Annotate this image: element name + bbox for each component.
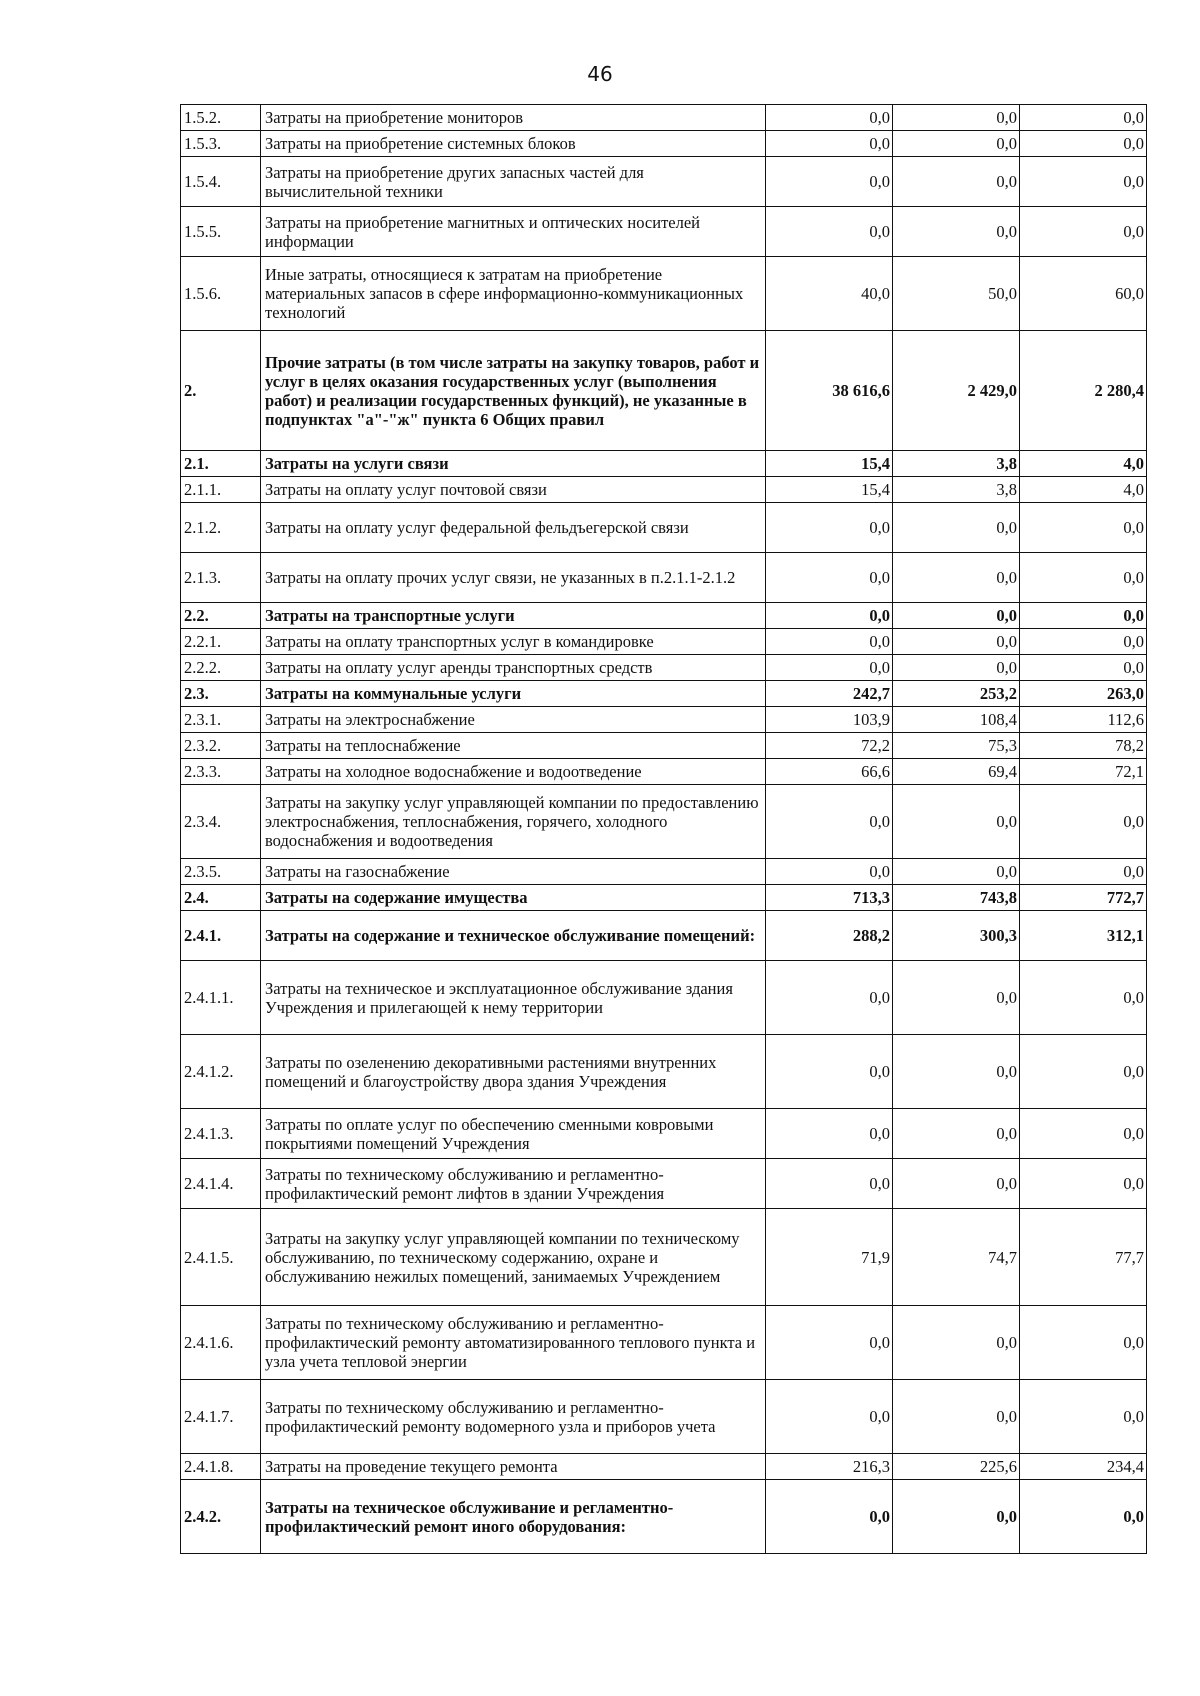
row-name: Затраты на приобретение системных блоков — [261, 131, 766, 157]
table-row — [181, 629, 1147, 655]
row-value-1: 0,0 — [766, 1109, 893, 1159]
row-value-3: 112,6 — [1020, 707, 1147, 733]
row-value-2: 0,0 — [893, 157, 1020, 207]
row-value-3: 263,0 — [1020, 681, 1147, 707]
row-value-3: 0,0 — [1020, 655, 1147, 681]
row-code: 2.4.1.2. — [181, 1035, 261, 1109]
row-value-3: 0,0 — [1020, 503, 1147, 553]
row-code: 2. — [181, 331, 261, 451]
table-row — [181, 1035, 1147, 1109]
row-code: 2.3.3. — [181, 759, 261, 785]
row-value-3: 0,0 — [1020, 785, 1147, 859]
row-value-3: 78,2 — [1020, 733, 1147, 759]
row-name: Затраты на транспортные услуги — [261, 603, 766, 629]
row-value-2: 0,0 — [893, 1480, 1020, 1554]
row-code: 2.3.1. — [181, 707, 261, 733]
row-name: Затраты на услуги связи — [261, 451, 766, 477]
row-value-3: 0,0 — [1020, 1480, 1147, 1554]
row-code: 2.4.1.1. — [181, 961, 261, 1035]
row-value-2: 0,0 — [893, 1109, 1020, 1159]
table-row — [181, 759, 1147, 785]
table-row — [181, 331, 1147, 451]
row-value-1: 216,3 — [766, 1454, 893, 1480]
row-value-1: 0,0 — [766, 1380, 893, 1454]
row-value-2: 2 429,0 — [893, 331, 1020, 451]
row-value-2: 0,0 — [893, 1035, 1020, 1109]
row-name: Затраты на теплоснабжение — [261, 733, 766, 759]
row-name: Затраты на оплату услуг почтовой связи — [261, 477, 766, 503]
row-value-1: 40,0 — [766, 257, 893, 331]
row-code: 2.2.1. — [181, 629, 261, 655]
row-value-2: 0,0 — [893, 1380, 1020, 1454]
row-value-2: 108,4 — [893, 707, 1020, 733]
table-row — [181, 1480, 1147, 1554]
table-row — [181, 785, 1147, 859]
row-code: 2.4.1.4. — [181, 1159, 261, 1209]
row-value-2: 3,8 — [893, 477, 1020, 503]
table-row — [181, 451, 1147, 477]
row-code: 2.3.4. — [181, 785, 261, 859]
row-value-1: 72,2 — [766, 733, 893, 759]
table-row — [181, 257, 1147, 331]
table-row — [181, 603, 1147, 629]
row-name: Иные затраты, относящиеся к затратам на приобретение материальных запасов в сфере информационно-коммуникационных технологий — [261, 257, 766, 331]
row-code: 2.3.5. — [181, 859, 261, 885]
row-value-1: 0,0 — [766, 207, 893, 257]
table-row — [181, 207, 1147, 257]
row-value-3: 72,1 — [1020, 759, 1147, 785]
row-value-1: 288,2 — [766, 911, 893, 961]
row-name: Затраты на техническое обслуживание и регламентно-профилактический ремонт иного оборудования: — [261, 1480, 766, 1554]
row-name: Затраты на электроснабжение — [261, 707, 766, 733]
row-value-1: 0,0 — [766, 1035, 893, 1109]
row-code: 2.4.1.8. — [181, 1454, 261, 1480]
row-value-1: 713,3 — [766, 885, 893, 911]
row-value-2: 300,3 — [893, 911, 1020, 961]
row-name: Затраты на оплату услуг федеральной фельдъегерской связи — [261, 503, 766, 553]
table-row — [181, 553, 1147, 603]
row-name: Затраты по техническому обслуживанию и регламентно-профилактический ремонт лифтов в здании Учреждения — [261, 1159, 766, 1209]
table-row — [181, 911, 1147, 961]
row-value-3: 0,0 — [1020, 629, 1147, 655]
row-value-1: 0,0 — [766, 859, 893, 885]
row-value-1: 38 616,6 — [766, 331, 893, 451]
row-code: 1.5.4. — [181, 157, 261, 207]
table-row — [181, 707, 1147, 733]
table-row — [181, 859, 1147, 885]
row-value-2: 0,0 — [893, 1159, 1020, 1209]
table-row — [181, 681, 1147, 707]
row-value-3: 0,0 — [1020, 859, 1147, 885]
row-value-2: 0,0 — [893, 131, 1020, 157]
row-value-3: 77,7 — [1020, 1209, 1147, 1306]
row-name: Затраты по оплате услуг по обеспечению сменными ковровыми покрытиями помещений Учреждения — [261, 1109, 766, 1159]
row-value-3: 772,7 — [1020, 885, 1147, 911]
row-name: Затраты на коммунальные услуги — [261, 681, 766, 707]
row-name: Затраты на закупку услуг управляющей компании по предоставлению электроснабжения, теплоснабжения, горячего, холодного водоснабжения и водоотведения — [261, 785, 766, 859]
row-name: Затраты на газоснабжение — [261, 859, 766, 885]
row-value-3: 2 280,4 — [1020, 331, 1147, 451]
row-name: Затраты на техническое и эксплуатационное обслуживание здания Учреждения и прилегающей к нему территории — [261, 961, 766, 1035]
row-name: Затраты на приобретение мониторов — [261, 105, 766, 131]
row-value-2: 0,0 — [893, 553, 1020, 603]
table-row — [181, 733, 1147, 759]
table-row — [181, 131, 1147, 157]
row-value-2: 0,0 — [893, 207, 1020, 257]
row-name: Затраты на оплату прочих услуг связи, не указанных в п.2.1.1-2.1.2 — [261, 553, 766, 603]
row-value-2: 0,0 — [893, 785, 1020, 859]
row-code: 2.1. — [181, 451, 261, 477]
row-code: 2.4.1. — [181, 911, 261, 961]
row-code: 2.4. — [181, 885, 261, 911]
row-value-3: 0,0 — [1020, 1159, 1147, 1209]
row-value-2: 0,0 — [893, 1306, 1020, 1380]
page-number: 46 — [587, 62, 613, 86]
table-row — [181, 655, 1147, 681]
row-value-1: 15,4 — [766, 451, 893, 477]
row-value-3: 0,0 — [1020, 1109, 1147, 1159]
row-value-1: 0,0 — [766, 629, 893, 655]
row-value-1: 0,0 — [766, 961, 893, 1035]
table-row — [181, 1209, 1147, 1306]
row-value-1: 15,4 — [766, 477, 893, 503]
row-code: 2.3.2. — [181, 733, 261, 759]
row-name: Затраты по техническому обслуживанию и регламентно-профилактический ремонту водомерного узла и приборов учета — [261, 1380, 766, 1454]
row-value-1: 0,0 — [766, 1480, 893, 1554]
row-code: 2.1.3. — [181, 553, 261, 603]
row-value-1: 0,0 — [766, 503, 893, 553]
row-code: 2.1.1. — [181, 477, 261, 503]
table-row — [181, 885, 1147, 911]
row-value-3: 0,0 — [1020, 1306, 1147, 1380]
row-value-1: 0,0 — [766, 157, 893, 207]
table-row — [181, 477, 1147, 503]
row-value-2: 69,4 — [893, 759, 1020, 785]
row-name: Затраты на закупку услуг управляющей компании по техническому обслуживанию, по техническому содержанию, охране и обслуживанию нежилых помещений, занимаемых Учреждением — [261, 1209, 766, 1306]
table-row — [181, 157, 1147, 207]
row-value-3: 0,0 — [1020, 1035, 1147, 1109]
row-value-2: 253,2 — [893, 681, 1020, 707]
row-value-3: 60,0 — [1020, 257, 1147, 331]
row-code: 2.4.1.3. — [181, 1109, 261, 1159]
row-value-2: 74,7 — [893, 1209, 1020, 1306]
row-value-3: 0,0 — [1020, 961, 1147, 1035]
row-value-1: 0,0 — [766, 785, 893, 859]
row-value-1: 0,0 — [766, 105, 893, 131]
row-code: 2.2. — [181, 603, 261, 629]
row-value-3: 0,0 — [1020, 553, 1147, 603]
row-value-2: 0,0 — [893, 629, 1020, 655]
row-value-3: 0,0 — [1020, 207, 1147, 257]
row-value-2: 0,0 — [893, 603, 1020, 629]
row-code: 2.4.1.7. — [181, 1380, 261, 1454]
row-value-3: 312,1 — [1020, 911, 1147, 961]
table-row — [181, 1306, 1147, 1380]
row-name: Затраты по техническому обслуживанию и регламентно-профилактический ремонту автоматизированного теплового пункта и узла учета тепловой энергии — [261, 1306, 766, 1380]
row-value-1: 0,0 — [766, 131, 893, 157]
row-name: Затраты по озеленению декоративными растениями внутренних помещений и благоустройству двора здания Учреждения — [261, 1035, 766, 1109]
row-value-2: 0,0 — [893, 859, 1020, 885]
row-value-3: 0,0 — [1020, 1380, 1147, 1454]
row-name: Затраты на проведение текущего ремонта — [261, 1454, 766, 1480]
row-value-2: 0,0 — [893, 105, 1020, 131]
table-row — [181, 503, 1147, 553]
row-name: Прочие затраты (в том числе затраты на закупку товаров, работ и услуг в целях оказания государственных услуг (выполнения работ) и реализации государственных функций), не указанные в подпунктах "а"-"ж" пункта 6 Общих правил — [261, 331, 766, 451]
table-row — [181, 1159, 1147, 1209]
row-value-2: 225,6 — [893, 1454, 1020, 1480]
row-name: Затраты на содержание и техническое обслуживание помещений: — [261, 911, 766, 961]
row-name: Затраты на оплату транспортных услуг в командировке — [261, 629, 766, 655]
row-value-3: 234,4 — [1020, 1454, 1147, 1480]
row-value-2: 75,3 — [893, 733, 1020, 759]
row-value-2: 743,8 — [893, 885, 1020, 911]
row-value-3: 0,0 — [1020, 105, 1147, 131]
row-value-1: 71,9 — [766, 1209, 893, 1306]
row-code: 1.5.2. — [181, 105, 261, 131]
row-value-1: 103,9 — [766, 707, 893, 733]
row-value-1: 66,6 — [766, 759, 893, 785]
row-code: 2.2.2. — [181, 655, 261, 681]
row-name: Затраты на холодное водоснабжение и водоотведение — [261, 759, 766, 785]
row-value-3: 0,0 — [1020, 157, 1147, 207]
row-code: 2.4.2. — [181, 1480, 261, 1554]
row-value-1: 0,0 — [766, 603, 893, 629]
row-value-2: 0,0 — [893, 503, 1020, 553]
row-value-2: 0,0 — [893, 655, 1020, 681]
row-code: 1.5.5. — [181, 207, 261, 257]
table-row — [181, 1109, 1147, 1159]
row-code: 2.1.2. — [181, 503, 261, 553]
row-code: 2.3. — [181, 681, 261, 707]
row-value-1: 242,7 — [766, 681, 893, 707]
row-code: 1.5.6. — [181, 257, 261, 331]
row-name: Затраты на приобретение других запасных частей для вычислительной техники — [261, 157, 766, 207]
row-code: 2.4.1.6. — [181, 1306, 261, 1380]
row-value-3: 0,0 — [1020, 131, 1147, 157]
table-row — [181, 1380, 1147, 1454]
table-row — [181, 961, 1147, 1035]
row-value-3: 4,0 — [1020, 451, 1147, 477]
row-value-1: 0,0 — [766, 655, 893, 681]
row-name: Затраты на содержание имущества — [261, 885, 766, 911]
row-value-2: 50,0 — [893, 257, 1020, 331]
row-code: 1.5.3. — [181, 131, 261, 157]
table-row — [181, 1454, 1147, 1480]
row-value-1: 0,0 — [766, 553, 893, 603]
row-value-1: 0,0 — [766, 1159, 893, 1209]
row-value-3: 0,0 — [1020, 603, 1147, 629]
row-value-2: 3,8 — [893, 451, 1020, 477]
row-name: Затраты на оплату услуг аренды транспортных средств — [261, 655, 766, 681]
row-value-3: 4,0 — [1020, 477, 1147, 503]
table-row — [181, 105, 1147, 131]
row-value-2: 0,0 — [893, 961, 1020, 1035]
budget-table — [180, 104, 1147, 1554]
row-code: 2.4.1.5. — [181, 1209, 261, 1306]
row-name: Затраты на приобретение магнитных и оптических носителей информации — [261, 207, 766, 257]
row-value-1: 0,0 — [766, 1306, 893, 1380]
